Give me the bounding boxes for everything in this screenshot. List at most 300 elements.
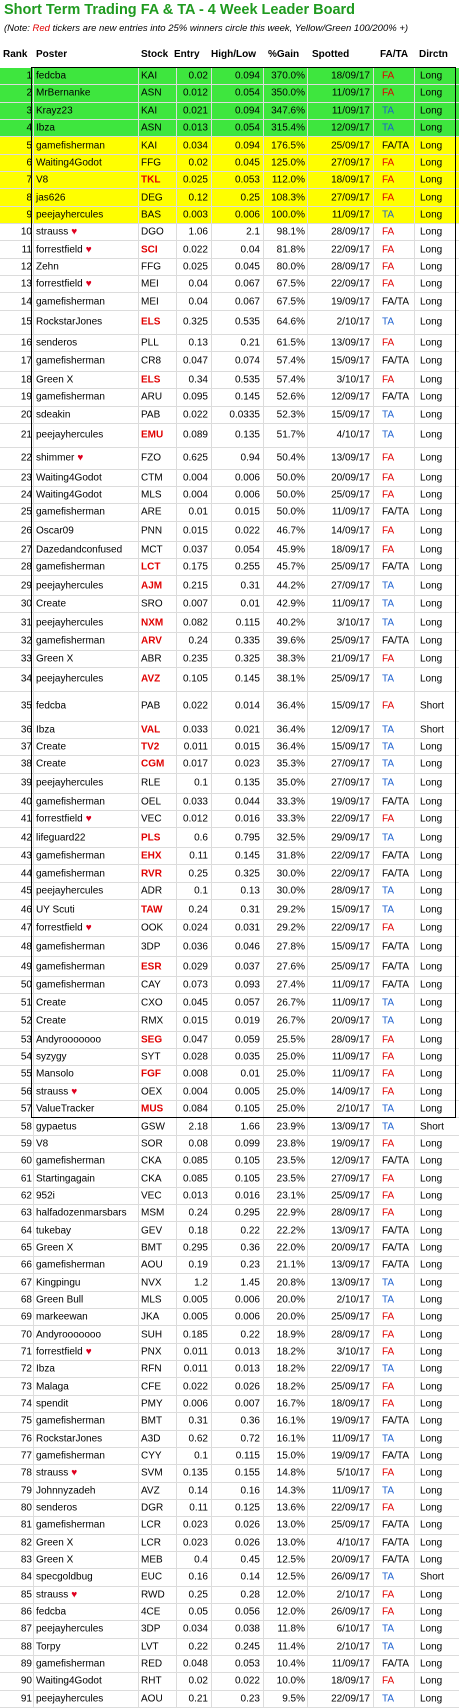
stock-cell: VEC bbox=[141, 1190, 162, 1202]
spotted-cell: 28/09/17 bbox=[331, 1034, 370, 1046]
gain-cell: 52.3% bbox=[276, 409, 305, 421]
fata-cell: TA bbox=[382, 1277, 395, 1289]
stock-cell: RFN bbox=[141, 1363, 162, 1375]
fata-cell: FA/TA bbox=[382, 296, 410, 308]
entry-cell: 0.08 bbox=[188, 1138, 208, 1150]
stock-cell: FZO bbox=[141, 452, 161, 464]
rank-cell: 32 bbox=[20, 635, 32, 647]
gain-cell: 22.9% bbox=[276, 1207, 305, 1219]
stock-cell: DEG bbox=[141, 192, 163, 204]
entry-cell: 0.013 bbox=[182, 1190, 208, 1202]
direction-cell: Long bbox=[420, 1623, 443, 1635]
poster-cell: Green X bbox=[36, 374, 74, 386]
fata-cell: FA bbox=[382, 653, 395, 665]
gain-cell: 10.0% bbox=[276, 1675, 305, 1687]
highlow-cell: 0.01 bbox=[240, 598, 260, 610]
poster-cell: peejayhercules bbox=[36, 673, 104, 685]
table-row bbox=[0, 957, 459, 977]
note-prefix: (Note: bbox=[4, 23, 33, 34]
spotted-cell: 2/10/17 bbox=[336, 316, 370, 328]
stock-cell: TKL bbox=[141, 174, 161, 186]
direction-cell: Long bbox=[420, 87, 443, 99]
rank-cell: 37 bbox=[20, 741, 32, 753]
fata-cell: TA bbox=[382, 832, 395, 844]
direction-cell: Long bbox=[420, 192, 443, 204]
grid-divider bbox=[373, 68, 374, 1708]
table-row bbox=[0, 504, 459, 521]
poster-cell: Waiting4Godot bbox=[36, 157, 102, 169]
table-row bbox=[0, 1535, 459, 1552]
direction-cell: Long bbox=[420, 1173, 443, 1185]
fata-cell: FA bbox=[382, 1381, 395, 1393]
highlow-cell: 0.295 bbox=[234, 1207, 260, 1219]
entry-cell: 0.022 bbox=[182, 409, 208, 421]
entry-cell: 0.19 bbox=[188, 1259, 208, 1271]
entry-cell: 0.028 bbox=[182, 1051, 208, 1063]
poster-cell: Johnnyzadeh bbox=[36, 1485, 96, 1497]
fata-cell: FA bbox=[382, 1675, 395, 1687]
heart-icon: ♥ bbox=[71, 1086, 78, 1098]
spotted-cell: 2/10/17 bbox=[336, 1589, 370, 1601]
entry-cell: 0.034 bbox=[182, 1623, 208, 1635]
fata-cell: TA bbox=[382, 105, 395, 117]
gain-cell: 27.6% bbox=[276, 961, 305, 973]
stock-cell: MUS bbox=[141, 1103, 164, 1115]
direction-cell: Long bbox=[420, 391, 443, 403]
stock-cell: AJM bbox=[141, 580, 163, 592]
entry-cell: 0.175 bbox=[182, 561, 208, 573]
table-row bbox=[0, 103, 459, 120]
gain-cell: 13.0% bbox=[276, 1519, 305, 1531]
rank-cell: 4 bbox=[26, 122, 32, 134]
poster-cell: ValueTracker bbox=[36, 1103, 95, 1115]
table-row bbox=[0, 522, 459, 542]
direction-cell: Long bbox=[420, 1606, 443, 1618]
fata-cell: TA bbox=[382, 904, 395, 916]
table-row bbox=[0, 137, 459, 154]
fata-cell: TA bbox=[382, 598, 395, 610]
stock-cell: MLS bbox=[141, 489, 162, 501]
rank-cell: 56 bbox=[20, 1086, 32, 1098]
direction-cell: Long bbox=[420, 941, 443, 953]
col-header-entry: Entry bbox=[174, 49, 200, 60]
rank-cell: 6 bbox=[26, 157, 32, 169]
poster-cell: Create bbox=[36, 1015, 67, 1027]
direction-cell: Long bbox=[420, 244, 443, 256]
fata-cell: TA bbox=[382, 1485, 395, 1497]
note-red-word: Red bbox=[32, 23, 50, 34]
stock-cell: ESR bbox=[141, 961, 162, 973]
gain-cell: 25.0% bbox=[276, 1068, 305, 1080]
col-header-poster: Poster bbox=[36, 49, 68, 60]
entry-cell: 0.25 bbox=[188, 868, 208, 880]
direction-cell: Long bbox=[420, 429, 443, 441]
poster-cell: Create bbox=[36, 997, 67, 1009]
spotted-cell: 25/09/17 bbox=[331, 1190, 370, 1202]
stock-cell: AOU bbox=[141, 1259, 163, 1271]
rank-cell: 29 bbox=[20, 580, 32, 592]
direction-cell: Long bbox=[420, 1519, 443, 1531]
spotted-cell: 5/10/17 bbox=[336, 1467, 370, 1479]
stock-cell: PNX bbox=[141, 1346, 162, 1358]
poster-cell: Torpy bbox=[36, 1641, 61, 1653]
poster-cell: strauss bbox=[36, 1467, 69, 1479]
entry-cell: 2.18 bbox=[188, 1121, 208, 1133]
entry-cell: 0.005 bbox=[182, 1294, 208, 1306]
table-row bbox=[0, 293, 459, 310]
fata-cell: FA/TA bbox=[382, 868, 410, 880]
fata-cell: FA bbox=[382, 1086, 395, 1098]
direction-cell: Long bbox=[420, 355, 443, 367]
rank-cell: 1 bbox=[26, 70, 32, 82]
highlow-cell: 0.037 bbox=[234, 961, 260, 973]
gain-cell: 31.8% bbox=[276, 850, 305, 862]
entry-cell: 0.085 bbox=[182, 1155, 208, 1167]
poster-cell: Create bbox=[36, 741, 67, 753]
gain-cell: 27.8% bbox=[276, 941, 305, 953]
gain-cell: 50.0% bbox=[276, 489, 305, 501]
table-row bbox=[0, 1448, 459, 1465]
poster-cell: Oscar09 bbox=[36, 525, 74, 537]
entry-cell: 0.037 bbox=[182, 544, 208, 556]
highlow-cell: 0.093 bbox=[234, 979, 260, 991]
gain-cell: 22.0% bbox=[276, 1242, 305, 1254]
poster-cell: gamefisherman bbox=[36, 961, 105, 973]
entry-cell: 0.05 bbox=[188, 1606, 208, 1618]
poster-cell: Andyrooooooo bbox=[36, 1329, 102, 1341]
stock-cell: MLS bbox=[141, 1294, 162, 1306]
spotted-cell: 20/09/17 bbox=[331, 1554, 370, 1566]
poster-cell: gamefisherman bbox=[36, 1259, 105, 1271]
spotted-cell: 11/09/17 bbox=[331, 598, 370, 610]
table-row bbox=[0, 1292, 459, 1309]
fata-cell: FA/TA bbox=[382, 1450, 410, 1462]
gain-cell: 27.4% bbox=[276, 979, 305, 991]
stock-cell: RLE bbox=[141, 777, 161, 789]
spotted-cell: 18/09/17 bbox=[331, 544, 370, 556]
rank-cell: 31 bbox=[20, 617, 32, 629]
table-row bbox=[0, 794, 459, 811]
rank-cell: 35 bbox=[20, 700, 32, 712]
gain-cell: 20.0% bbox=[276, 1311, 305, 1323]
spotted-cell: 2/10/17 bbox=[336, 1294, 370, 1306]
spotted-cell: 29/09/17 bbox=[331, 832, 370, 844]
highlow-cell: 0.021 bbox=[234, 724, 260, 736]
highlow-cell: 0.006 bbox=[234, 472, 260, 484]
col-header-spotted: Spotted bbox=[312, 49, 350, 60]
poster-cell: RockstarJones bbox=[36, 316, 103, 328]
gain-cell: 12.0% bbox=[276, 1606, 305, 1618]
rank-cell: 36 bbox=[20, 724, 32, 736]
fata-cell: TA bbox=[382, 1015, 395, 1027]
rank-cell: 7 bbox=[26, 174, 32, 186]
stock-cell: ELS bbox=[141, 374, 161, 386]
direction-cell: Long bbox=[420, 1051, 443, 1063]
highlow-cell: 0.255 bbox=[234, 561, 260, 573]
entry-cell: 0.011 bbox=[183, 1346, 208, 1358]
gain-cell: 125.0% bbox=[271, 157, 305, 169]
direction-cell: Long bbox=[420, 1015, 443, 1027]
table-row bbox=[0, 692, 459, 722]
heart-icon: ♥ bbox=[71, 1467, 78, 1479]
entry-cell: 0.34 bbox=[188, 374, 208, 386]
poster-cell: Green X bbox=[36, 1242, 74, 1254]
stock-cell: EUC bbox=[141, 1571, 163, 1583]
fata-cell: FA bbox=[382, 1207, 395, 1219]
highlow-cell: 0.053 bbox=[234, 1658, 260, 1670]
rank-cell: 23 bbox=[20, 472, 32, 484]
entry-cell: 0.14 bbox=[188, 1485, 208, 1497]
rank-cell: 84 bbox=[20, 1571, 32, 1583]
fata-cell: FA bbox=[382, 174, 395, 186]
direction-cell: Long bbox=[420, 1155, 443, 1167]
spotted-cell: 12/09/17 bbox=[331, 391, 370, 403]
table-row bbox=[0, 651, 459, 668]
direction-cell: Long bbox=[420, 506, 443, 518]
poster-cell: V8 bbox=[36, 1138, 49, 1150]
fata-cell: FA bbox=[382, 374, 395, 386]
highlow-cell: 0.026 bbox=[234, 1381, 260, 1393]
fata-cell: FA bbox=[382, 278, 395, 290]
highlow-cell: 0.026 bbox=[234, 1537, 260, 1549]
stock-cell: CYY bbox=[141, 1450, 162, 1462]
table-row bbox=[0, 1118, 459, 1135]
stock-cell: OOK bbox=[141, 922, 164, 934]
fata-cell: FA/TA bbox=[382, 1225, 410, 1237]
entry-cell: 1.06 bbox=[188, 226, 208, 238]
rank-cell: 15 bbox=[20, 316, 32, 328]
spotted-cell: 11/09/17 bbox=[331, 506, 370, 518]
rank-cell: 20 bbox=[20, 409, 32, 421]
highlow-cell: 0.22 bbox=[240, 1225, 260, 1237]
stock-cell: KAI bbox=[141, 140, 158, 152]
poster-cell: gamefisherman bbox=[36, 140, 105, 152]
stock-cell: 3DP bbox=[141, 1623, 161, 1635]
gain-cell: 13.0% bbox=[276, 1537, 305, 1549]
rank-cell: 68 bbox=[20, 1294, 32, 1306]
stock-cell: VAL bbox=[141, 724, 161, 736]
direction-cell: Long bbox=[420, 997, 443, 1009]
direction-cell: Long bbox=[420, 1190, 443, 1202]
stock-cell: TAW bbox=[141, 904, 163, 916]
spotted-cell: 27/09/17 bbox=[331, 758, 370, 770]
gain-cell: 30.0% bbox=[276, 868, 305, 880]
spotted-cell: 18/09/17 bbox=[331, 1675, 370, 1687]
direction-cell: Long bbox=[420, 758, 443, 770]
entry-cell: 0.025 bbox=[182, 174, 208, 186]
highlow-cell: 0.14 bbox=[240, 1571, 260, 1583]
entry-cell: 0.22 bbox=[188, 1641, 208, 1653]
gain-cell: 18.2% bbox=[276, 1346, 305, 1358]
spotted-cell: 3/10/17 bbox=[336, 374, 370, 386]
table-row bbox=[0, 1483, 459, 1500]
highlow-cell: 0.057 bbox=[234, 997, 260, 1009]
direction-cell: Long bbox=[420, 796, 443, 808]
spotted-cell: 11/09/17 bbox=[331, 1068, 370, 1080]
highlow-cell: 0.01 bbox=[240, 1068, 260, 1080]
entry-cell: 0.295 bbox=[182, 1242, 208, 1254]
direction-cell: Long bbox=[420, 777, 443, 789]
fata-cell: FA bbox=[382, 226, 395, 238]
gain-cell: 21.1% bbox=[276, 1259, 305, 1271]
poster-cell: gamefisherman bbox=[36, 506, 105, 518]
highlow-cell: 0.72 bbox=[240, 1433, 260, 1445]
gain-cell: 23.1% bbox=[276, 1190, 305, 1202]
stock-cell: AOU bbox=[141, 1693, 163, 1705]
poster-cell: peejayhercules bbox=[36, 885, 104, 897]
spotted-cell: 25/09/17 bbox=[331, 1519, 370, 1531]
table-row bbox=[0, 1500, 459, 1517]
poster-cell: Malaga bbox=[36, 1381, 69, 1393]
stock-cell: RVR bbox=[141, 868, 162, 880]
direction-cell: Long bbox=[420, 209, 443, 221]
table-row bbox=[0, 756, 459, 773]
direction-cell: Long bbox=[420, 1589, 443, 1601]
stock-cell: EHX bbox=[141, 850, 162, 862]
direction-cell: Long bbox=[420, 617, 443, 629]
fata-cell: FA bbox=[382, 525, 395, 537]
poster-cell: V8 bbox=[36, 174, 49, 186]
spotted-cell: 21/09/17 bbox=[331, 653, 370, 665]
rank-cell: 14 bbox=[20, 296, 32, 308]
highlow-cell: 0.135 bbox=[234, 429, 260, 441]
direction-cell: Long bbox=[420, 489, 443, 501]
direction-cell: Long bbox=[420, 868, 443, 880]
table-row bbox=[0, 1240, 459, 1257]
entry-cell: 0.089 bbox=[182, 429, 208, 441]
direction-cell: Long bbox=[420, 1225, 443, 1237]
fata-cell: FA bbox=[382, 1068, 395, 1080]
highlow-cell: 0.21 bbox=[240, 337, 260, 349]
highlow-cell: 0.045 bbox=[234, 261, 260, 273]
direction-cell: Long bbox=[420, 1485, 443, 1497]
rank-cell: 53 bbox=[20, 1034, 32, 1046]
spotted-cell: 15/09/17 bbox=[331, 700, 370, 712]
gain-cell: 36.4% bbox=[276, 700, 305, 712]
spotted-cell: 4/10/17 bbox=[336, 1537, 370, 1549]
stock-cell: ARU bbox=[141, 391, 163, 403]
stock-cell: MEB bbox=[141, 1554, 163, 1566]
table-row bbox=[0, 633, 459, 650]
stock-cell: CGM bbox=[141, 758, 165, 770]
table-row bbox=[0, 224, 459, 241]
poster-cell: Waiting4Godot bbox=[36, 472, 102, 484]
fata-cell: FA bbox=[382, 1173, 395, 1185]
note-suffix: tickers are new entries into 25% winners circle this week, Yellow/Green 100/200% +) bbox=[49, 23, 409, 34]
table-row bbox=[0, 1012, 459, 1032]
heart-icon: ♥ bbox=[71, 1589, 78, 1601]
table-row bbox=[0, 994, 459, 1011]
table-row bbox=[0, 1049, 459, 1066]
gain-cell: 16.1% bbox=[276, 1415, 305, 1427]
rank-cell: 5 bbox=[26, 140, 32, 152]
poster-cell: Ibza bbox=[36, 1363, 55, 1375]
stock-cell: ADR bbox=[141, 885, 163, 897]
entry-cell: 0.18 bbox=[188, 1225, 208, 1237]
entry-cell: 0.011 bbox=[183, 1363, 208, 1375]
direction-cell: Long bbox=[420, 673, 443, 685]
gain-cell: 57.4% bbox=[276, 355, 305, 367]
gain-cell: 29.2% bbox=[276, 922, 305, 934]
poster-cell: gamefisherman bbox=[36, 1155, 105, 1167]
table-row bbox=[0, 559, 459, 576]
entry-cell: 0.015 bbox=[182, 1015, 208, 1027]
stock-cell: RMX bbox=[141, 1015, 164, 1027]
spotted-cell: 11/09/17 bbox=[331, 997, 370, 1009]
direction-cell: Long bbox=[420, 174, 443, 186]
direction-cell: Long bbox=[420, 979, 443, 991]
highlow-cell: 0.046 bbox=[234, 941, 260, 953]
rank-cell: 55 bbox=[20, 1068, 32, 1080]
direction-cell: Long bbox=[420, 452, 443, 464]
table-row bbox=[0, 155, 459, 172]
stock-cell: ELS bbox=[141, 316, 161, 328]
poster-cell: gamefisherman bbox=[36, 355, 105, 367]
table-row bbox=[0, 774, 459, 794]
fata-cell: FA/TA bbox=[382, 979, 410, 991]
poster-cell: peejayhercules bbox=[36, 617, 104, 629]
spotted-cell: 22/09/17 bbox=[331, 1502, 370, 1514]
rank-cell: 2 bbox=[26, 87, 32, 99]
poster-cell: UY Scuti bbox=[36, 904, 75, 916]
entry-cell: 0.1 bbox=[194, 1450, 208, 1462]
direction-cell: Long bbox=[420, 1294, 443, 1306]
stock-cell: CXO bbox=[141, 997, 163, 1009]
gain-cell: 12.5% bbox=[276, 1554, 305, 1566]
spotted-cell: 27/09/17 bbox=[331, 192, 370, 204]
poster-cell: gamefisherman bbox=[36, 1415, 105, 1427]
entry-cell: 0.02 bbox=[188, 1675, 208, 1687]
spotted-cell: 12/09/17 bbox=[331, 724, 370, 736]
entry-cell: 0.004 bbox=[182, 472, 208, 484]
entry-cell: 0.004 bbox=[182, 1086, 208, 1098]
entry-cell: 0.007 bbox=[182, 598, 208, 610]
gain-cell: 33.3% bbox=[276, 796, 305, 808]
poster-cell: tukebay bbox=[36, 1225, 72, 1237]
table-row bbox=[0, 259, 459, 276]
entry-cell: 0.1 bbox=[194, 777, 208, 789]
rank-cell: 83 bbox=[20, 1554, 32, 1566]
spotted-cell: 3/10/17 bbox=[336, 617, 370, 629]
entry-cell: 0.215 bbox=[182, 580, 208, 592]
spotted-cell: 20/09/17 bbox=[331, 472, 370, 484]
gain-cell: 64.6% bbox=[276, 316, 305, 328]
direction-cell: Long bbox=[420, 472, 443, 484]
entry-cell: 0.012 bbox=[182, 813, 208, 825]
spotted-cell: 15/09/17 bbox=[331, 904, 370, 916]
spotted-cell: 6/10/17 bbox=[336, 1623, 370, 1635]
poster-cell: gamefisherman bbox=[36, 1658, 105, 1670]
spotted-cell: 18/09/17 bbox=[331, 1398, 370, 1410]
spotted-cell: 3/10/17 bbox=[336, 1346, 370, 1358]
gain-cell: 350.0% bbox=[271, 87, 305, 99]
stock-cell: PAB bbox=[141, 409, 161, 421]
legend-note bbox=[4, 23, 408, 34]
table-row bbox=[0, 828, 459, 848]
spotted-cell: 20/09/17 bbox=[331, 1015, 370, 1027]
table-row bbox=[0, 1326, 459, 1343]
entry-cell: 0.023 bbox=[182, 1519, 208, 1531]
rank-cell: 41 bbox=[20, 813, 32, 825]
stock-cell: LVT bbox=[141, 1641, 159, 1653]
stock-cell: NVX bbox=[141, 1277, 162, 1289]
poster-cell: strauss bbox=[36, 1086, 69, 1098]
entry-cell: 0.04 bbox=[188, 296, 208, 308]
poster-cell: specgoldbug bbox=[36, 1571, 93, 1583]
table-row bbox=[0, 1344, 459, 1361]
spotted-cell: 28/09/17 bbox=[331, 885, 370, 897]
poster-cell: sdeakin bbox=[36, 409, 71, 421]
